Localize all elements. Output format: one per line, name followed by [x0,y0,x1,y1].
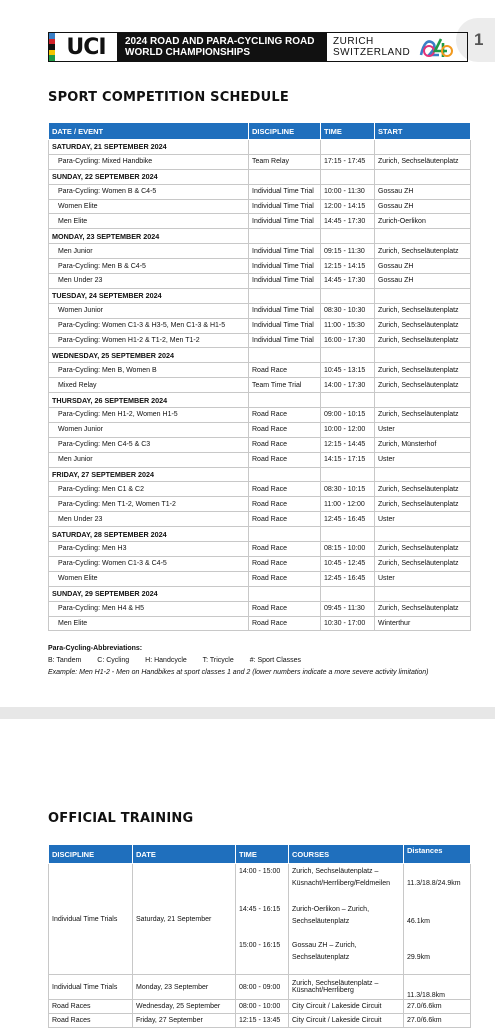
schedule-cell-discipline: Road Race [249,437,321,452]
schedule-cell-discipline: Individual Time Trial [249,214,321,229]
schedule-cell-discipline [249,527,321,542]
schedule-cell-start [375,140,471,155]
col-courses: COURSES [289,845,404,864]
title-line-2: WORLD CHAMPIONSHIPS [125,47,250,58]
training-courses [289,864,404,975]
schedule-cell-event: Para-Cycling: Men T1-2, Women T1-2 [49,497,249,512]
schedule-cell-start [375,586,471,601]
schedule-event-row [49,259,471,274]
schedule-cell-event: Para-Cycling: Men H3 [49,542,249,557]
schedule-day-row [49,348,471,363]
schedule-cell-time: 14:00 - 17:30 [321,378,375,393]
training-course [292,904,400,928]
schedule-cell-event: Men Under 23 [49,274,249,289]
schedule-cell-event: Para-Cycling: Men H4 & H5 [49,601,249,616]
schedule-cell-start: Gossau ZH [375,274,471,289]
schedule-cell-start: Gossau ZH [375,199,471,214]
schedule-cell-start: Zurich, Sechseläutenplatz [375,303,471,318]
schedule-event-row [49,303,471,318]
schedule-event-row [49,452,471,467]
training-course [292,866,400,890]
schedule-cell-event: Para-Cycling: Women B & C4-5 [49,184,249,199]
course-line: Küsnacht/Herrliberg/Feldmeilen [292,880,391,887]
schedule-cell-time [321,348,375,363]
schedule-cell-start: Zurich, Sechseläutenplatz [375,318,471,333]
schedule-cell-start: Zurich, Sechseläutenplatz [375,556,471,571]
schedule-cell-start: Gossau ZH [375,184,471,199]
page-separator [0,707,495,719]
page-number-badge: 1 [456,18,495,62]
abbr-item: C: Cycling [97,657,130,664]
schedule-cell-event: Para-Cycling: Women C1-3 & H3-5, Men C1-3 & H1-5 [49,318,249,333]
schedule-cell-event: Men Junior [49,244,249,259]
schedule-cell-start: Uster [375,512,471,527]
schedule-cell-discipline: Road Race [249,616,321,631]
schedule-cell-time [321,169,375,184]
schedule-day-row [49,229,471,244]
schedule-cell-time [321,288,375,303]
schedule-cell-discipline: Individual Time Trial [249,274,321,289]
schedule-day-row [49,527,471,542]
schedule-event-row [49,556,471,571]
schedule-cell-time: 10:00 - 12:00 [321,422,375,437]
schedule-cell-time: 16:00 - 17:30 [321,333,375,348]
schedule-cell-time: 09:45 - 11:30 [321,601,375,616]
schedule-cell-discipline [249,393,321,408]
schedule-cell-time: 14:45 - 17:30 [321,274,375,289]
training-cell-distance: 11.3/18.8km [404,975,471,1000]
schedule-cell-time [321,229,375,244]
training-cell-discipline: Road Races [49,1000,133,1014]
training-cell-time: 08:00 - 10:00 [236,1000,289,1014]
schedule-event-row [49,512,471,527]
abbreviation-notes [48,643,429,679]
schedule-event-row [49,616,471,631]
schedule-cell-discipline [249,586,321,601]
col-discipline: DISCIPLINE [49,845,133,864]
schedule-cell-event: Women Elite [49,571,249,586]
schedule-cell-event: Men Elite [49,616,249,631]
schedule-cell-time: 12:45 - 16:45 [321,571,375,586]
schedule-cell-event: Women Elite [49,199,249,214]
schedule-cell-time: 12:00 - 14:15 [321,199,375,214]
schedule-event-row [49,154,471,169]
course-line: Sechseläutenplatz [292,918,350,925]
schedule-cell-time: 10:30 - 17:00 [321,616,375,631]
training-cell-discipline: Individual Time Trials [49,975,133,1000]
schedule-title: SPORT COMPETITION SCHEDULE [48,90,289,105]
training-row [49,1014,471,1028]
training-time: 14:00 - 15:00 [239,868,281,875]
training-cell-discipline: Road Races [49,1014,133,1028]
schedule-cell-discipline: Team Time Trial [249,378,321,393]
host-location [327,33,415,61]
schedule-cell-start [375,467,471,482]
col-discipline: DISCIPLINE [249,123,321,140]
schedule-cell-event: TUESDAY, 24 SEPTEMBER 2024 [49,288,249,303]
training-cell-date: Wednesday, 25 September [133,1000,236,1014]
abbreviation-heading: Para-Cycling-Abbreviations: [48,645,143,652]
schedule-cell-start: Zurich, Sechseläutenplatz [375,542,471,557]
schedule-cell-event: Men Junior [49,452,249,467]
schedule-cell-discipline: Road Race [249,422,321,437]
schedule-cell-discipline: Road Race [249,542,321,557]
schedule-cell-start: Uster [375,452,471,467]
schedule-event-row [49,497,471,512]
training-header-row [49,845,471,864]
uci-logo: UCI [66,34,106,60]
schedule-cell-time: 08:30 - 10:30 [321,303,375,318]
schedule-event-row [49,482,471,497]
col-date: DATE [133,845,236,864]
training-distance: 11.3/18.8/24.9km [407,880,461,887]
schedule-cell-discipline: Individual Time Trial [249,318,321,333]
schedule-cell-discipline: Road Race [249,363,321,378]
schedule-cell-start: Zurich, Münsterhof [375,437,471,452]
course-line: Zurich-Oerlikon – Zurich, [292,906,370,913]
schedule-event-row [49,214,471,229]
schedule-cell-time: 17:15 - 17:45 [321,154,375,169]
schedule-cell-time: 12:15 - 14:45 [321,437,375,452]
schedule-cell-start [375,288,471,303]
schedule-cell-time: 14:45 - 17:30 [321,214,375,229]
schedule-cell-start: Zurich, Sechseläutenplatz [375,154,471,169]
schedule-cell-time [321,586,375,601]
schedule-day-row [49,467,471,482]
schedule-cell-discipline: Road Race [249,512,321,527]
course-line: Sechseläutenplatz [292,954,350,961]
schedule-event-row [49,318,471,333]
schedule-cell-start [375,393,471,408]
schedule-cell-time [321,140,375,155]
schedule-cell-event: SUNDAY, 22 SEPTEMBER 2024 [49,169,249,184]
training-time: 14:45 - 16:15 [239,906,281,913]
abbr-item: T: Tricycle [202,657,234,664]
training-distances [404,864,471,975]
training-cell-date: Friday, 27 September [133,1014,236,1028]
schedule-cell-start: Zurich, Sechseläutenplatz [375,408,471,423]
schedule-cell-start: Zurich, Sechseläutenplatz [375,482,471,497]
schedule-cell-start [375,527,471,542]
schedule-day-row [49,140,471,155]
schedule-cell-discipline: Road Race [249,601,321,616]
schedule-cell-time: 10:00 - 11:30 [321,184,375,199]
schedule-cell-start: Uster [375,571,471,586]
abbr-item: H: Handcycle [145,657,187,664]
schedule-cell-event: Para-Cycling: Mixed Handbike [49,154,249,169]
schedule-cell-start: Zurich, Sechseläutenplatz [375,378,471,393]
training-title: OFFICIAL TRAINING [48,811,194,826]
schedule-cell-event: FRIDAY, 27 SEPTEMBER 2024 [49,467,249,482]
training-discipline: Individual Time Trials [49,864,133,975]
schedule-cell-time: 12:15 - 14:15 [321,259,375,274]
schedule-cell-discipline: Road Race [249,556,321,571]
course-line: Zurich, Sechseläutenplatz – [292,868,379,875]
schedule-cell-discipline: Individual Time Trial [249,303,321,318]
schedule-cell-event: Para-Cycling: Men C1 & C2 [49,482,249,497]
schedule-cell-event: Men Under 23 [49,512,249,527]
schedule-event-row [49,408,471,423]
schedule-cell-discipline: Road Race [249,408,321,423]
championship-header [48,32,468,62]
schedule-body [49,140,471,631]
course-line: City Circuit / Lakeside Circuit [292,1017,382,1024]
col-time: TIME [321,123,375,140]
schedule-cell-start: Gossau ZH [375,259,471,274]
document-page-2 [0,719,495,1023]
training-body [49,975,471,1028]
course-line: Küsnacht/Herrliberg [292,987,354,994]
schedule-event-row [49,437,471,452]
course-line: Zurich, Sechseläutenplatz – [292,980,379,987]
training-time: 15:00 - 16:15 [239,942,281,949]
schedule-cell-time [321,393,375,408]
schedule-cell-discipline: Individual Time Trial [249,333,321,348]
abbr-item: B: Tandem [48,657,82,664]
training-row-itt-saturday [49,864,471,975]
schedule-cell-start: Winterthur [375,616,471,631]
official-training-table [48,844,471,1028]
schedule-cell-time: 09:15 - 11:30 [321,244,375,259]
schedule-cell-start: Uster [375,422,471,437]
col-distances: Distances [404,845,471,864]
schedule-cell-time: 08:15 - 10:00 [321,542,375,557]
schedule-cell-event: Para-Cycling: Men B, Women B [49,363,249,378]
schedule-cell-start: Zurich, Sechseläutenplatz [375,333,471,348]
training-times [236,864,289,975]
schedule-cell-event: Mixed Relay [49,378,249,393]
schedule-cell-time: 11:00 - 15:30 [321,318,375,333]
schedule-cell-time: 10:45 - 12:45 [321,556,375,571]
schedule-event-row [49,571,471,586]
schedule-event-row [49,333,471,348]
abbr-item: #: Sport Classes [249,657,302,664]
schedule-cell-event: Para-Cycling: Women C1-3 & C4-5 [49,556,249,571]
training-distance: 29.9km [407,954,430,961]
col-time: TIME [236,845,289,864]
training-row [49,1000,471,1014]
training-cell-distance: 27.0/6.6km [404,1000,471,1014]
schedule-event-row [49,244,471,259]
schedule-event-row [49,601,471,616]
training-cell-time: 12:15 - 13:45 [236,1014,289,1028]
schedule-cell-discipline [249,140,321,155]
schedule-cell-time: 11:00 - 12:00 [321,497,375,512]
schedule-cell-time: 10:45 - 13:15 [321,363,375,378]
schedule-day-row [49,169,471,184]
schedule-cell-event: Para-Cycling: Men H1-2, Women H1-5 [49,408,249,423]
title-line-1: 2024 ROAD AND PARA-CYCLING ROAD [125,36,315,47]
schedule-event-row [49,184,471,199]
schedule-cell-discipline [249,467,321,482]
abbreviation-list [48,655,429,667]
schedule-event-row [49,542,471,557]
schedule-cell-discipline: Road Race [249,571,321,586]
training-cell-course [289,1014,404,1028]
schedule-cell-discipline: Individual Time Trial [249,244,321,259]
schedule-event-row [49,274,471,289]
schedule-cell-start: Zurich-Oerlikon [375,214,471,229]
schedule-day-row [49,288,471,303]
training-date: Saturday, 21 September [133,864,236,975]
schedule-cell-time: 09:00 - 10:15 [321,408,375,423]
schedule-cell-event: SUNDAY, 29 SEPTEMBER 2024 [49,586,249,601]
schedule-cell-discipline: Road Race [249,482,321,497]
training-row [49,975,471,1000]
schedule-event-row [49,199,471,214]
schedule-cell-event: THURSDAY, 26 SEPTEMBER 2024 [49,393,249,408]
training-cell-distance: 27.0/6.6km [404,1014,471,1028]
schedule-cell-start [375,229,471,244]
schedule-cell-time: 12:45 - 16:45 [321,512,375,527]
schedule-cell-event: SATURDAY, 21 SEPTEMBER 2024 [49,140,249,155]
schedule-cell-event: Women Junior [49,422,249,437]
schedule-cell-discipline: Road Race [249,497,321,512]
location-city: ZURICH [333,36,374,47]
schedule-cell-discipline: Individual Time Trial [249,199,321,214]
schedule-cell-event: Para-Cycling: Women H1-2 & T1-2, Men T1-2 [49,333,249,348]
schedule-cell-time [321,527,375,542]
schedule-event-row [49,363,471,378]
schedule-day-row [49,586,471,601]
abbreviation-example: Example: Men H1-2 - Men on Handbikes at sport classes 1 and 2 (lower numbers indicate a more severe activity limitation) [48,669,429,676]
schedule-cell-event: SATURDAY, 28 SEPTEMBER 2024 [49,527,249,542]
schedule-cell-discipline: Road Race [249,452,321,467]
schedule-cell-discipline: Team Relay [249,154,321,169]
training-cell-date: Monday, 23 September [133,975,236,1000]
schedule-cell-start: Zurich, Sechseläutenplatz [375,244,471,259]
schedule-cell-start: Zurich, Sechseläutenplatz [375,497,471,512]
schedule-cell-event: Para-Cycling: Men B & C4-5 [49,259,249,274]
schedule-event-row [49,378,471,393]
training-course [292,940,400,964]
schedule-cell-discipline [249,229,321,244]
zurich-2024-logo [415,33,467,61]
course-line: Gossau ZH – Zurich, [292,942,357,949]
schedule-cell-discipline: Individual Time Trial [249,259,321,274]
training-distance: 46.1km [407,918,430,925]
schedule-cell-discipline [249,348,321,363]
schedule-header-row [49,123,471,140]
schedule-cell-start [375,169,471,184]
schedule-cell-start: Zurich, Sechseläutenplatz [375,601,471,616]
schedule-cell-event: Men Elite [49,214,249,229]
schedule-cell-discipline [249,169,321,184]
schedule-event-row [49,422,471,437]
schedule-cell-event: Women Junior [49,303,249,318]
schedule-cell-event: MONDAY, 23 SEPTEMBER 2024 [49,229,249,244]
course-line: City Circuit / Lakeside Circuit [292,1003,382,1010]
schedule-cell-event: WEDNESDAY, 25 SEPTEMBER 2024 [49,348,249,363]
schedule-cell-discipline [249,288,321,303]
schedule-cell-discipline: Individual Time Trial [249,184,321,199]
training-cell-course [289,1000,404,1014]
schedule-cell-time: 14:15 - 17:15 [321,452,375,467]
training-cell-course [289,975,404,1000]
location-country: SWITZERLAND [333,47,411,58]
schedule-cell-start: Zurich, Sechseläutenplatz [375,363,471,378]
training-cell-time: 08:00 - 09:00 [236,975,289,1000]
col-date-event: DATE / EVENT [49,123,249,140]
schedule-cell-time [321,467,375,482]
schedule-cell-time: 08:30 - 10:15 [321,482,375,497]
championship-title [117,33,327,61]
schedule-cell-start [375,348,471,363]
schedule-cell-event: Para-Cycling: Men C4-5 & C3 [49,437,249,452]
schedule-day-row [49,393,471,408]
col-start: START [375,123,471,140]
competition-schedule-table [48,122,471,631]
